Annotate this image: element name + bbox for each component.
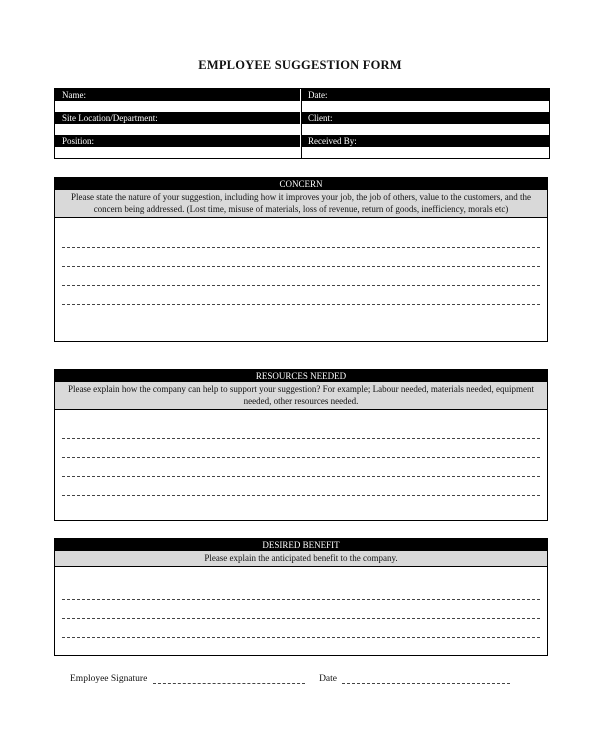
name-label: Name: [55, 89, 301, 101]
position-label: Position: [55, 135, 301, 147]
header-row-name-entry [55, 101, 549, 112]
resources-needed-description: Please explain how the company can help to support your suggestion? For example; Labour needed, materials needed, equipment needed, other resources needed. [55, 382, 547, 410]
writing-line [62, 304, 540, 305]
writing-line [62, 495, 540, 496]
header-row-site [55, 112, 549, 124]
signature-row [70, 674, 510, 684]
writing-line [62, 247, 540, 248]
desired-benefit-description: Please explain the anticipated benefit to the company. [55, 551, 547, 567]
writing-line [62, 618, 540, 619]
header-row-site-entry [55, 124, 549, 135]
writing-line [62, 637, 540, 638]
concern-heading: CONCERN [55, 178, 547, 190]
date-field[interactable] [302, 101, 548, 112]
signature-date-field[interactable] [342, 674, 510, 684]
employee-signature-field[interactable] [153, 674, 305, 684]
form-title: EMPLOYEE SUGGESTION FORM [198, 58, 402, 72]
header-row-position [55, 135, 549, 147]
writing-line [62, 266, 540, 267]
received-by-field[interactable] [302, 147, 548, 158]
header-row-name [55, 89, 549, 101]
desired-benefit-heading: DESIRED BENEFIT [55, 539, 547, 551]
received-by-label: Received By: [308, 136, 357, 146]
employee-signature-label: Employee Signature [70, 674, 148, 684]
resources-needed-section [54, 369, 548, 521]
client-field[interactable] [302, 124, 548, 135]
signature-date-label: Date [319, 674, 337, 684]
writing-line [62, 599, 540, 600]
name-field[interactable] [55, 101, 302, 112]
writing-line [62, 285, 540, 286]
site-location-field[interactable] [55, 124, 302, 135]
position-field[interactable] [55, 147, 302, 158]
concern-section [54, 177, 548, 342]
writing-line [62, 438, 540, 439]
writing-line [62, 457, 540, 458]
writing-line [62, 476, 540, 477]
header-fields-table [54, 88, 550, 159]
header-row-position-entry [55, 147, 549, 158]
concern-description: Please state the nature of your suggestion, including how it improves your job, the job of others, value to the customers, and the concern being addressed. (Lost time, misuse of materials, loss of revenue, return of goods, inefficiency, morals etc) [55, 190, 547, 218]
date-label: Date: [308, 90, 328, 100]
resources-needed-heading: RESOURCES NEEDED [55, 370, 547, 382]
client-label: Client: [308, 113, 333, 123]
site-location-label: Site Location/Department: [55, 112, 301, 124]
desired-benefit-section [54, 538, 548, 656]
